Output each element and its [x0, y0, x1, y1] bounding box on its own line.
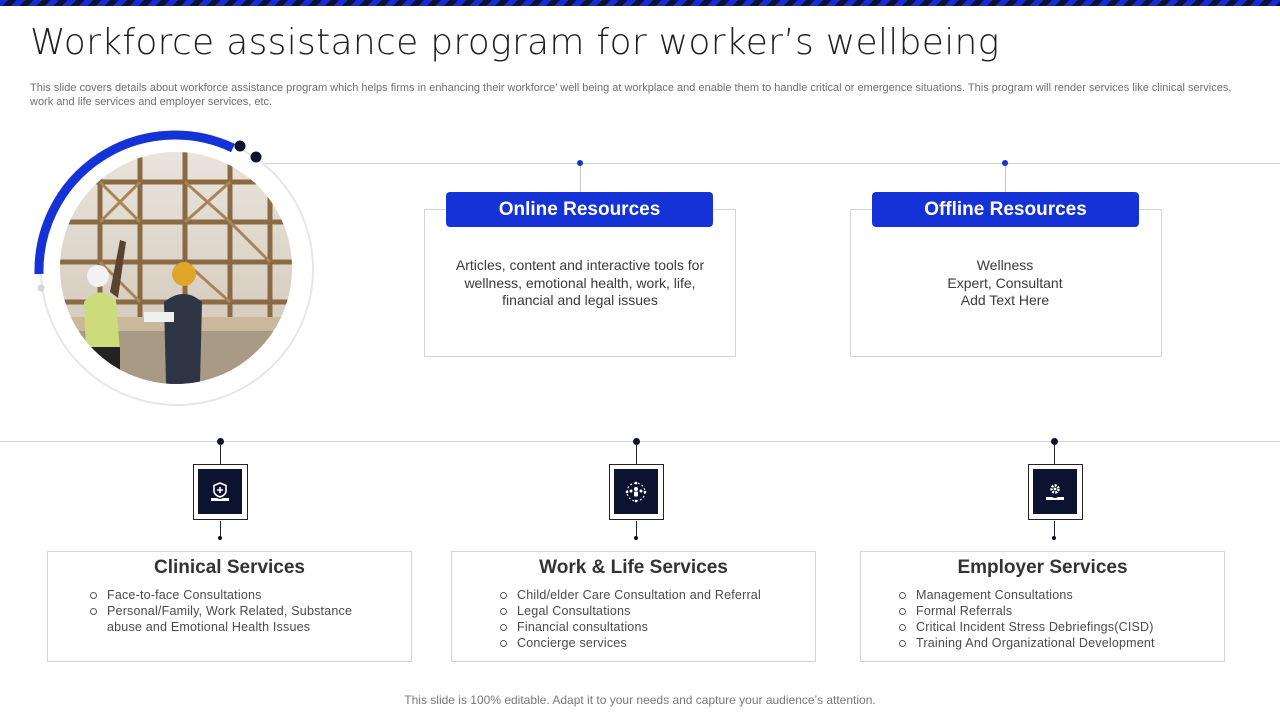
- connector-dot: [633, 438, 640, 445]
- employer-services-list: [898, 587, 1218, 651]
- gear-hand-icon: [1044, 481, 1066, 503]
- footer-note: This slide is 100% editable. Adapt it to your needs and capture your audience’s attention.: [404, 693, 876, 707]
- middle-divider-line: [0, 441, 1280, 442]
- work-life-services-list: [499, 587, 799, 651]
- slide-subtitle: This slide covers details about workforce assistance program which helps firms in enhancing their workforce’ well being at workplace and enable them to handle critical or emergence situations. This program will render services like clinical services, work and life services and employer services, etc.: [30, 82, 1232, 108]
- offline-resources-text: Wellness Expert, Consultant Add Text Here: [947, 257, 1063, 308]
- list-item: Financial consultations: [499, 619, 799, 635]
- list-item: Training And Organizational Development: [898, 635, 1218, 651]
- employer-services-title: Employer Services: [957, 557, 1128, 578]
- list-item: Concierge services: [499, 635, 799, 651]
- list-item: Legal Consultations: [499, 603, 799, 619]
- list-item: Personal/Family, Work Related, Substance abuse and Emotional Health Issues: [89, 603, 389, 635]
- connector-line: [220, 445, 221, 465]
- shield-hand-icon: [209, 481, 231, 503]
- work-life-services-title: Work & Life Services: [539, 557, 728, 578]
- list-item: Face-to-face Consultations: [89, 587, 389, 603]
- clinical-icon-frame: [193, 464, 248, 520]
- offline-resources-header: Offline Resources: [872, 192, 1139, 227]
- top-connector-line: [265, 163, 1280, 164]
- list-item: Formal Referrals: [898, 603, 1218, 619]
- connector-dot: [1052, 536, 1056, 540]
- clinical-services-title: Clinical Services: [153, 557, 306, 578]
- connector-line: [636, 445, 637, 465]
- list-item: Child/elder Care Consultation and Referral: [499, 587, 799, 603]
- connector-dot: [634, 536, 638, 540]
- connector-dot: [1051, 438, 1058, 445]
- online-resources-text: Articles, content and interactive tools for wellness, emotional health, work, life, financial and legal issues: [455, 257, 705, 308]
- connector-dot: [217, 438, 224, 445]
- workers-photo: [60, 152, 292, 384]
- people-network-icon: [624, 480, 648, 504]
- top-stripe: [0, 0, 1280, 6]
- online-resources-header: Online Resources: [446, 192, 713, 227]
- slide-title: Workforce assistance program for worker’s wellbeing: [30, 22, 1000, 63]
- list-item: Critical Incident Stress Debriefings(CISD): [898, 619, 1218, 635]
- list-item: Management Consultations: [898, 587, 1218, 603]
- connector-line: [1005, 166, 1006, 192]
- connector-line: [1054, 445, 1055, 465]
- connector-line: [580, 166, 581, 192]
- clinical-services-list: [89, 587, 389, 635]
- employer-icon-frame: [1028, 464, 1083, 520]
- work-life-icon-frame: [609, 464, 664, 520]
- connector-dot: [218, 536, 222, 540]
